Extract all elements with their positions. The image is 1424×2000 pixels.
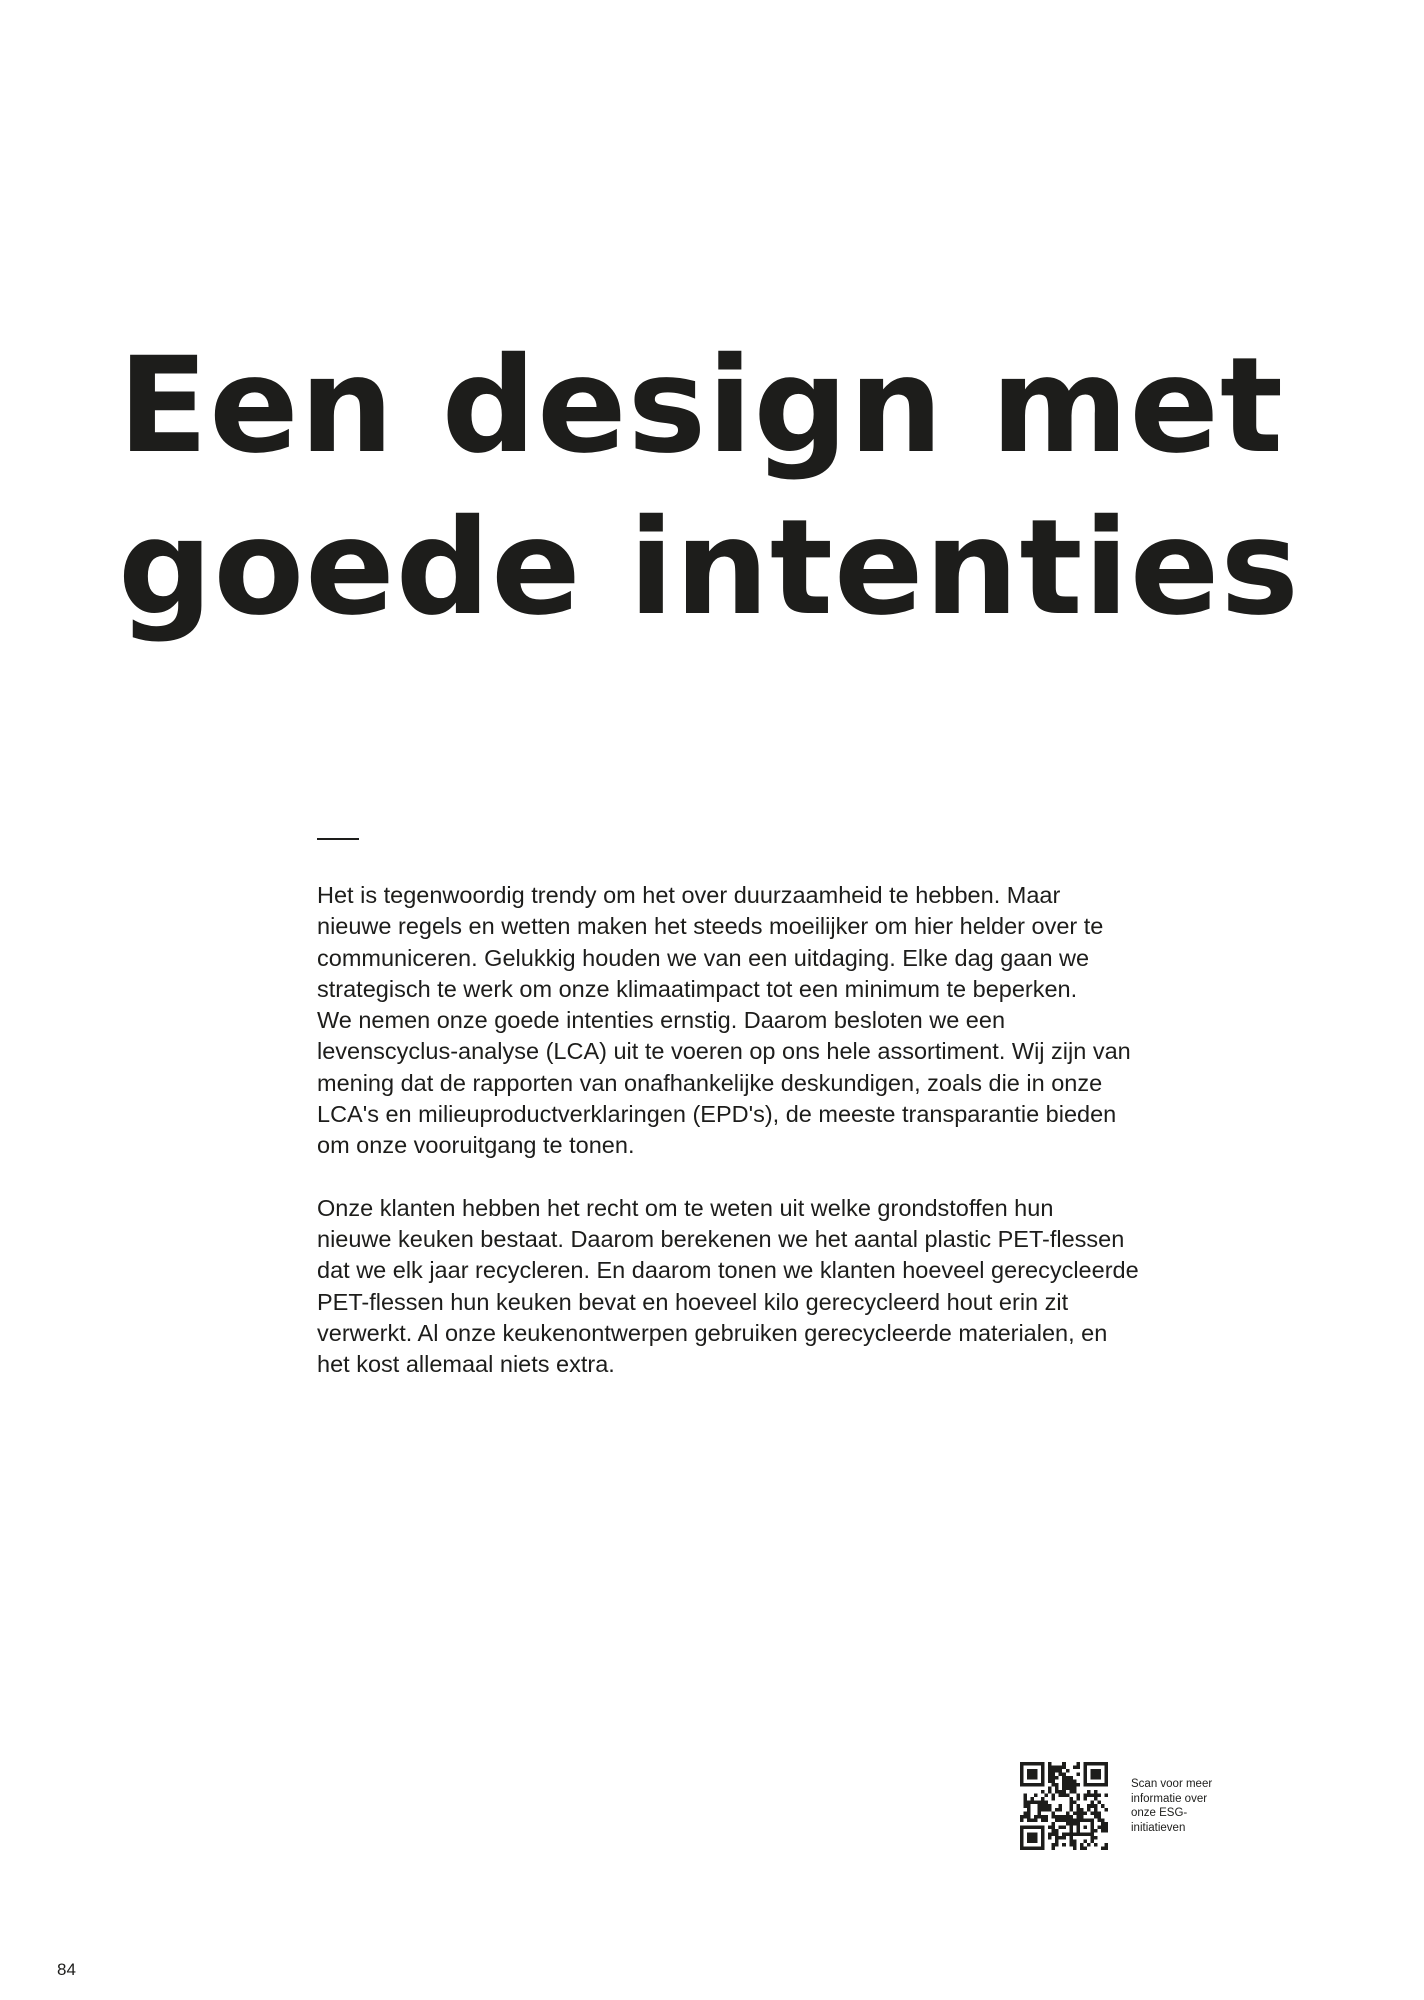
body-text [317, 880, 1197, 1380]
paragraph-1 [317, 880, 1197, 1162]
text-line: verwerkt. Al onze keukenontwerpen gebruiken gerecycleerde materialen, en [317, 1319, 1108, 1346]
text-line: het kost allemaal niets extra. [317, 1351, 615, 1378]
page-title [118, 325, 1318, 649]
text-line: communiceren. Gelukkig houden we van een uitdaging. Elke dag gaan we [317, 944, 1090, 971]
section-divider [317, 838, 359, 840]
qr-caption-line: Scan voor meer [1131, 1778, 1213, 1790]
text-line: PET-flessen hun keuken bevat en hoeveel kilo gerecycleerd hout erin zit [317, 1288, 1069, 1315]
text-line: strategisch te werk om onze klimaatimpact tot een minimum te beperken. [317, 975, 1078, 1002]
text-line: om onze vooruitgang te tonen. [317, 1132, 635, 1159]
text-line: dat we elk jaar recycleren. En daarom tonen we klanten hoeveel gerecycleerde [317, 1257, 1139, 1284]
page-title-line: Een design met [118, 329, 1285, 483]
qr-caption-line: onze ESG- [1131, 1807, 1188, 1819]
text-line: mening dat de rapporten van onafhankelijke deskundigen, zoals die in onze [317, 1069, 1103, 1096]
text-line: We nemen onze goede intenties ernstig. Daarom besloten we een [317, 1007, 1006, 1034]
text-line: nieuwe regels en wetten maken het steeds moeilijker om hier helder over te [317, 913, 1104, 940]
text-line: LCA's en milieuproductverklaringen (EPD's), de meeste transparantie bieden [317, 1101, 1117, 1128]
page-title-line: goede intenties [118, 491, 1300, 645]
text-line: Onze klanten hebben het recht om te weten uit welke grondstoffen hun [317, 1194, 1054, 1221]
qr-caption-line: initiatieven [1131, 1821, 1186, 1834]
qr-caption-line: informatie over [1131, 1792, 1208, 1805]
text-line: levenscyclus-analyse (LCA) uit te voeren op ons hele assortiment. Wij zijn van [317, 1038, 1131, 1065]
paragraph-2 [317, 1193, 1197, 1381]
qr-caption [1131, 1777, 1251, 1835]
qr-code[interactable] [1020, 1762, 1108, 1850]
text-line: nieuwe keuken bestaat. Daarom berekenen we het aantal plastic PET-flessen [317, 1225, 1125, 1252]
page-number: 84 [57, 1960, 76, 1979]
text-line: Het is tegenwoordig trendy om het over duurzaamheid te hebben. Maar [317, 882, 1061, 908]
